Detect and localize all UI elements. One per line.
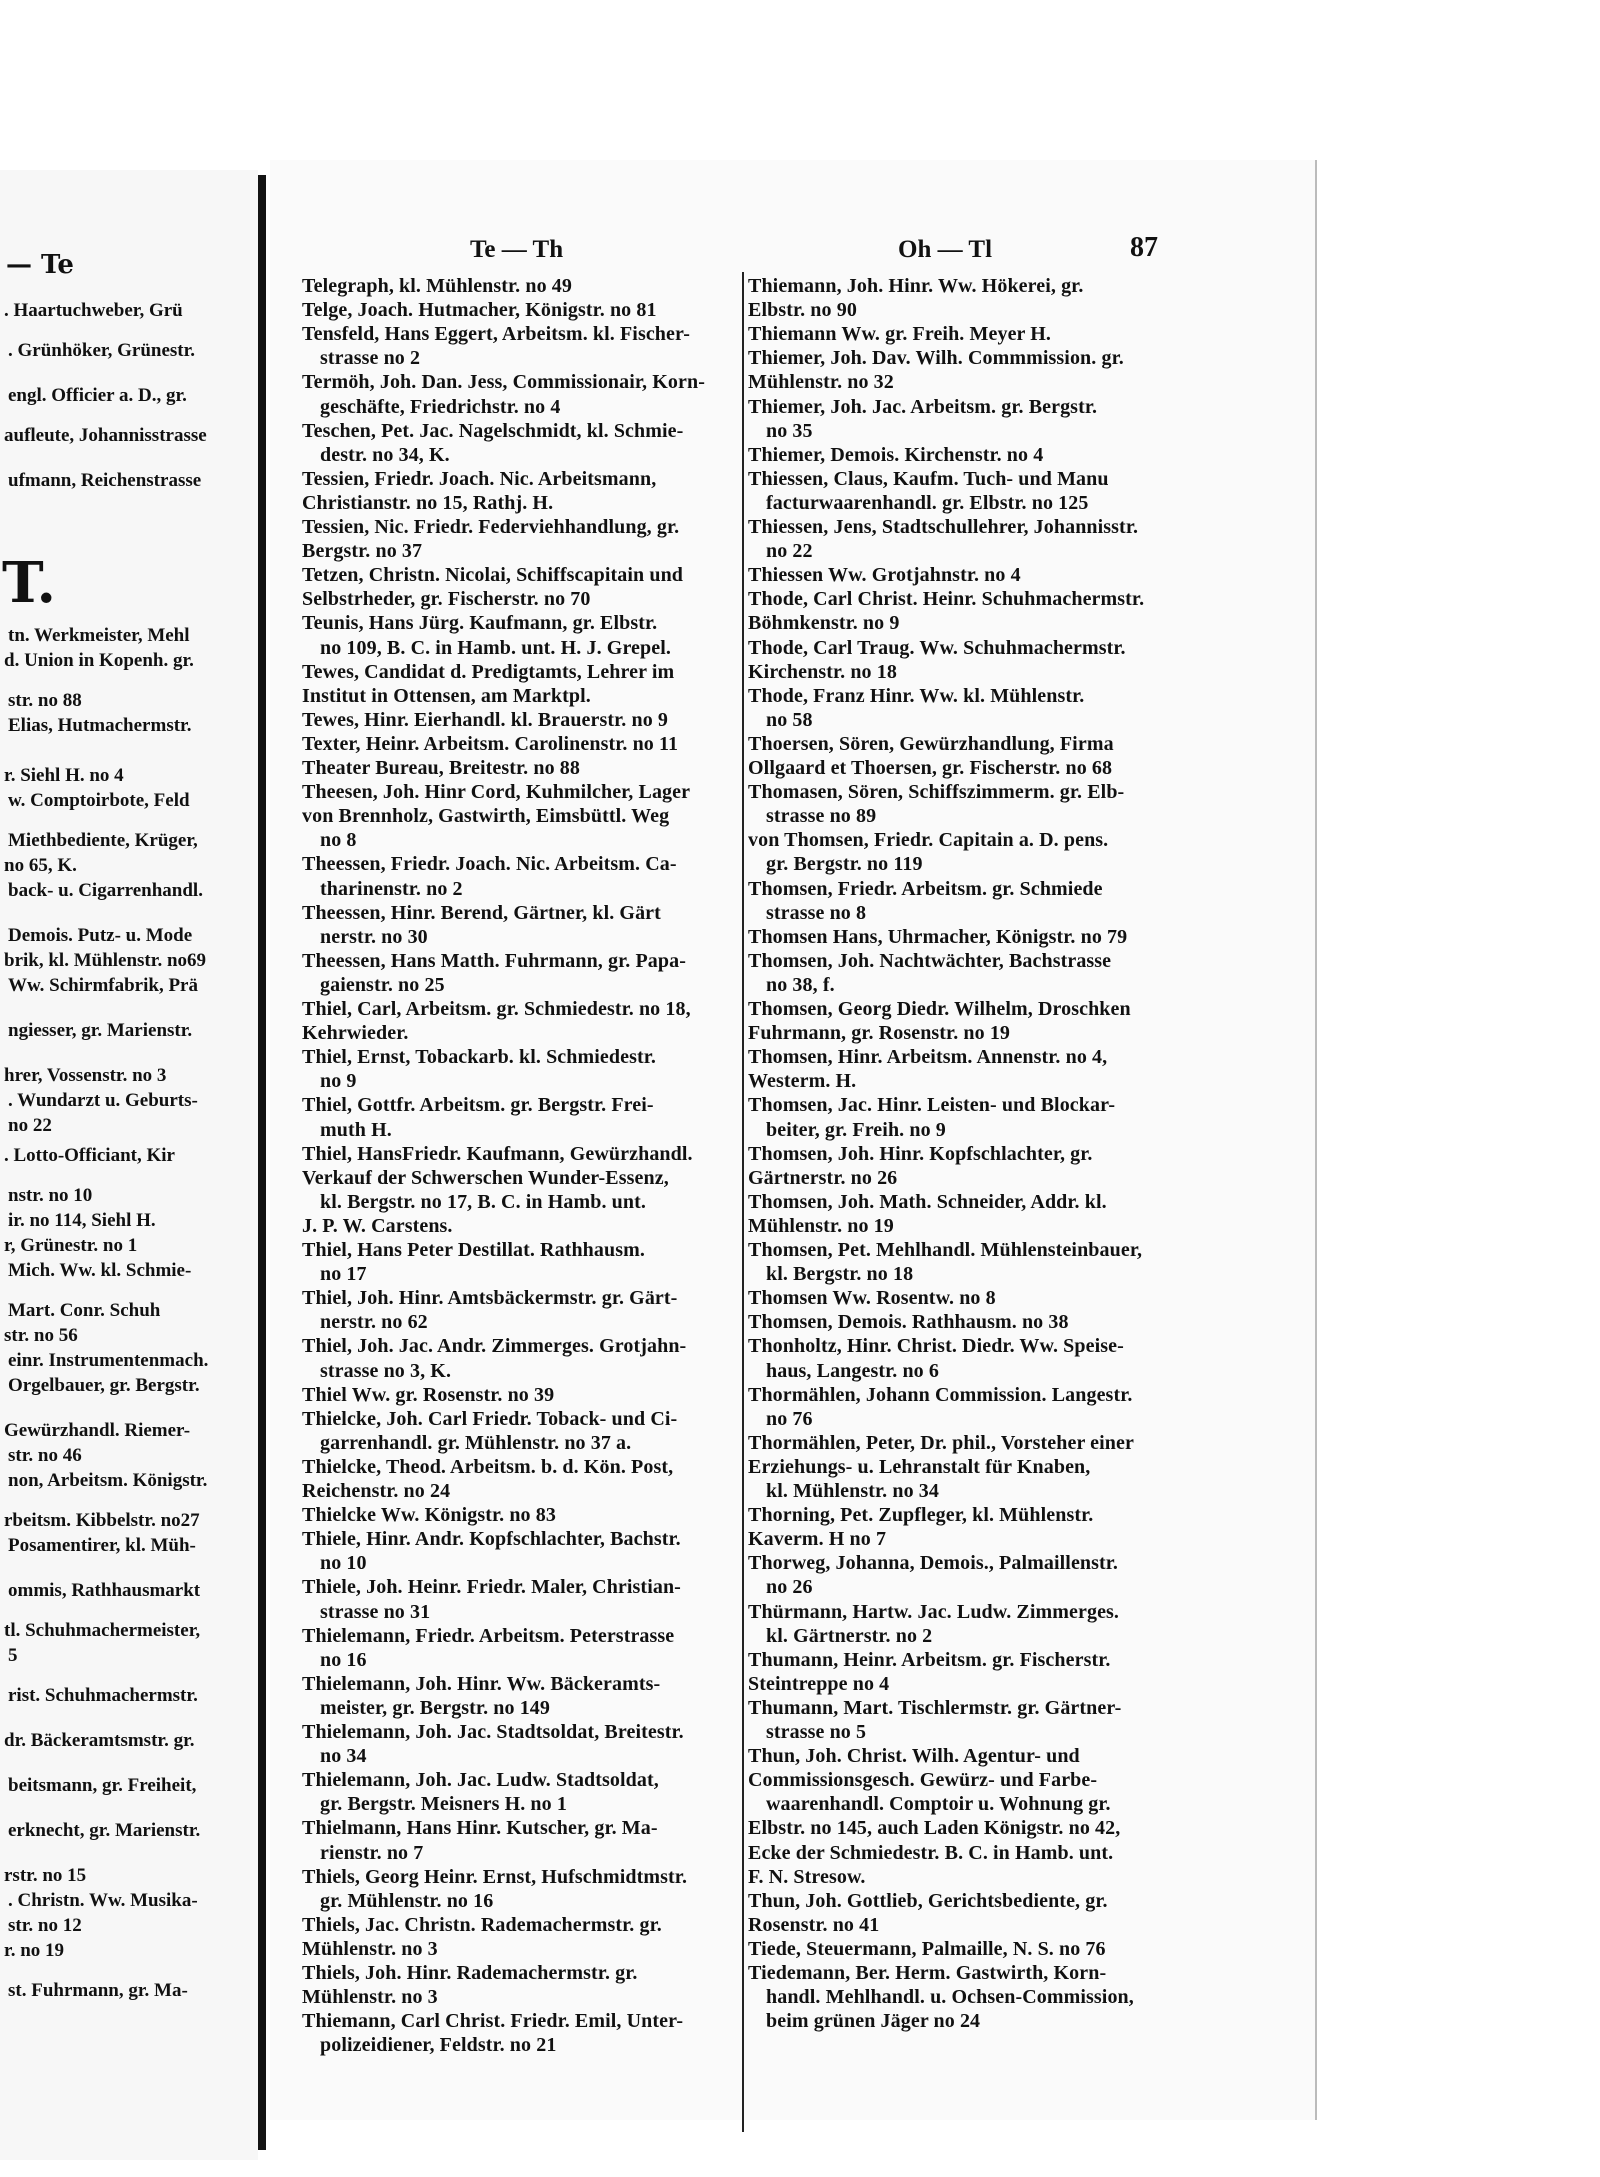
directory-line: no 76 <box>766 1407 813 1430</box>
left-page-line: engl. Officier a. D., gr. <box>8 385 187 406</box>
left-page-line: r. no 19 <box>4 1940 65 1961</box>
directory-line: Tewes, Hinr. Eierhandl. kl. Brauerstr. no 9 <box>302 708 669 731</box>
directory-line: Thielcke, Theod. Arbeitsm. b. d. Kön. Post, <box>302 1455 674 1478</box>
directory-line: Erziehungs- u. Lehranstalt für Knaben, <box>748 1455 1091 1478</box>
left-page-line: 5 <box>8 1645 18 1666</box>
left-page-line: beitsmann, gr. Freiheit, <box>8 1775 197 1796</box>
directory-line: garrenhandl. gr. Mühlenstr. no 37 a. <box>320 1431 632 1454</box>
left-page-line: non, Arbeitsm. Königstr. <box>8 1470 208 1491</box>
directory-line: Thiemann, Joh. Hinr. Ww. Hökerei, gr. <box>748 275 1084 297</box>
left-page <box>0 170 258 2160</box>
directory-line: Thiels, Georg Heinr. Ernst, Hufschmidtmstr. <box>302 1865 688 1888</box>
directory-line: Westerm. H. <box>748 1070 857 1093</box>
directory-line: Theesen, Joh. Hinr Cord, Kuhmilcher, Lager <box>302 781 691 804</box>
directory-line: muth H. <box>320 1118 392 1141</box>
directory-line: gr. Bergstr. no 119 <box>766 853 923 876</box>
left-page-line: erknecht, gr. Marienstr. <box>8 1820 201 1841</box>
directory-line: nerstr. no 30 <box>320 925 428 948</box>
directory-line: Thiels, Joh. Hinr. Rademachermstr. gr. <box>302 1962 638 1984</box>
directory-line: Steintreppe no 4 <box>748 1672 890 1695</box>
directory-line: Thomsen Ww. Rosentw. no 8 <box>748 1287 996 1310</box>
directory-line: Thiel, Ernst, Tobackarb. kl. Schmiedestr. <box>302 1046 656 1069</box>
directory-line: Theessen, Hans Matth. Fuhrmann, gr. Papa- <box>302 949 686 972</box>
left-page-line: ir. no 114, Siehl H. <box>8 1210 156 1231</box>
left-page-line: no 22 <box>8 1115 52 1136</box>
directory-line: Thielemann, Joh. Hinr. Ww. Bäckeramts- <box>302 1672 661 1695</box>
directory-column-left <box>302 275 738 2075</box>
directory-line: strasse no 5 <box>766 1721 867 1743</box>
directory-line: Institut in Ottensen, am Marktpl. <box>302 684 591 707</box>
directory-line: Theessen, Friedr. Joach. Nic. Arbeitsm. Ca- <box>302 853 677 876</box>
directory-line: no 9 <box>320 1070 357 1093</box>
directory-line: Mühlenstr. no 19 <box>748 1214 894 1237</box>
directory-line: no 17 <box>320 1263 367 1286</box>
directory-line: Telegraph, kl. Mühlenstr. no 49 <box>302 275 573 297</box>
left-page-line: . Grünhöker, Grünestr. <box>8 340 196 361</box>
directory-line: Thomsen, Joh. Nachtwächter, Bachstrasse <box>748 949 1112 972</box>
directory-line: Elbstr. no 90 <box>748 299 857 322</box>
directory-line: no 10 <box>320 1552 367 1575</box>
directory-line: strasse no 3, K. <box>320 1359 452 1382</box>
directory-line: Thode, Franz Hinr. Ww. kl. Mühlenstr. <box>748 684 1085 707</box>
left-page-line: aufleute, Johannisstrasse <box>4 425 207 446</box>
left-page-line: einr. Instrumentenmach. <box>8 1350 209 1371</box>
left-page-line: Posamentirer, kl. Müh- <box>8 1535 196 1556</box>
directory-line: Mühlenstr. no 3 <box>302 1937 438 1960</box>
directory-line: Thielemann, Joh. Jac. Stadtsoldat, Breitestr. <box>302 1721 684 1743</box>
directory-line: Thielemann, Friedr. Arbeitsm. Peterstrasse <box>302 1624 675 1647</box>
directory-line: geschäfte, Friedrichstr. no 4 <box>320 395 561 418</box>
directory-line: Commissionsgesch. Gewürz- und Farbe- <box>748 1769 1098 1792</box>
directory-line: Ollgaard et Thoersen, gr. Fischerstr. no 68 <box>748 757 1113 779</box>
directory-line: Texter, Heinr. Arbeitsm. Carolinenstr. no 11 <box>302 732 679 755</box>
directory-line: Thiemer, Joh. Jac. Arbeitsm. gr. Bergstr. <box>748 395 1098 418</box>
directory-line: Thomsen, Friedr. Arbeitsm. gr. Schmiede <box>748 877 1103 900</box>
directory-line: facturwaarenhandl. gr. Elbstr. no 125 <box>766 491 1089 514</box>
directory-line: Thürmann, Hartw. Jac. Ludw. Zimmerges. <box>748 1600 1120 1623</box>
directory-line: gr. Bergstr. Meisners H. no 1 <box>320 1793 567 1816</box>
left-page-line: rbeitsm. Kibbelstr. no27 <box>4 1510 200 1531</box>
directory-line: Thielcke, Joh. Carl Friedr. Toback- und Ci- <box>302 1407 678 1430</box>
left-page-line: Ww. Schirmfabrik, Prä <box>8 975 198 996</box>
left-page-line: str. no 88 <box>8 690 82 711</box>
left-page-line: d. Union in Kopenh. gr. <box>4 650 194 671</box>
directory-line: Thorweg, Johanna, Demois., Palmaillenstr. <box>748 1552 1119 1575</box>
left-page-line: r. Siehl H. no 4 <box>4 765 124 786</box>
left-page-line: w. Comptoirbote, Feld <box>8 790 190 811</box>
directory-line: Thiemann Ww. gr. Freih. Meyer H. <box>748 323 1052 346</box>
directory-line: Thiessen, Jens, Stadtschullehrer, Johannisstr. <box>748 516 1139 538</box>
directory-line: Thielemann, Joh. Jac. Ludw. Stadtsoldat, <box>302 1769 659 1792</box>
left-page-line: str. no 12 <box>8 1915 82 1936</box>
directory-line: Tensfeld, Hans Eggert, Arbeitsm. kl. Fischer- <box>302 323 691 346</box>
left-page-line: Demois. Putz- u. Mode <box>8 925 193 946</box>
directory-line: Thonholtz, Hinr. Christ. Diedr. Ww. Speise- <box>748 1335 1124 1358</box>
directory-line: von Thomsen, Friedr. Capitain a. D. pens. <box>748 829 1109 852</box>
left-page-line: rist. Schuhmachermstr. <box>8 1685 198 1706</box>
directory-line: no 22 <box>766 540 813 563</box>
directory-line: kl. Mühlenstr. no 34 <box>766 1480 939 1502</box>
directory-line: strasse no 31 <box>320 1600 431 1623</box>
left-page-header: — Te <box>6 250 74 280</box>
directory-line: Thomsen, Jac. Hinr. Leisten- und Blockar- <box>748 1094 1116 1117</box>
directory-line: haus, Langestr. no 6 <box>766 1359 939 1382</box>
directory-line: von Brennholz, Gastwirth, Eimsbüttl. Weg <box>302 805 670 828</box>
directory-line: Fuhrmann, gr. Rosenstr. no 19 <box>748 1022 1011 1045</box>
directory-line: destr. no 34, K. <box>320 443 450 466</box>
directory-line: Thiele, Hinr. Andr. Kopfschlachter, Bachstr. <box>302 1528 681 1551</box>
right-page <box>270 160 1317 2120</box>
directory-line: strasse no 89 <box>766 805 877 828</box>
left-page-line: st. Fuhrmann, gr. Ma- <box>8 1980 188 2001</box>
directory-line: Thomsen, Joh. Hinr. Kopfschlachter, gr. <box>748 1142 1093 1165</box>
left-page-line: Gewürzhandl. Riemer- <box>4 1420 191 1441</box>
left-page-line: ommis, Rathhausmarkt <box>8 1580 201 1601</box>
directory-line: beim grünen Jäger no 24 <box>766 2010 981 2033</box>
directory-line: nerstr. no 62 <box>320 1311 428 1334</box>
directory-line: Thormählen, Johann Commission. Langestr. <box>748 1383 1133 1406</box>
left-page-line: hrer, Vossenstr. no 3 <box>4 1065 167 1086</box>
directory-line: Tessien, Nic. Friedr. Federviehhandlung, gr. <box>302 516 680 538</box>
directory-line: Thiel Ww. gr. Rosenstr. no 39 <box>302 1383 555 1406</box>
directory-line: Thiemer, Demois. Kirchenstr. no 4 <box>748 443 1044 466</box>
directory-line: kl. Bergstr. no 18 <box>766 1263 914 1286</box>
directory-line: Kaverm. H no 7 <box>748 1528 887 1551</box>
directory-line: no 34 <box>320 1745 367 1768</box>
directory-line: Thomsen, Hinr. Arbeitsm. Annenstr. no 4, <box>748 1046 1108 1069</box>
directory-line: gaienstr. no 25 <box>320 973 445 996</box>
directory-line: Thomsen, Demois. Rathhausm. no 38 <box>748 1311 1069 1334</box>
directory-line: Tiedemann, Ber. Herm. Gastwirth, Korn- <box>748 1962 1107 1984</box>
left-page-line: . Haartuchweber, Grü <box>4 300 183 321</box>
directory-line: Thumann, Mart. Tischlermstr. gr. Gärtner- <box>748 1696 1122 1719</box>
left-page-line: . Lotto-Officiant, Kir <box>4 1145 175 1166</box>
directory-line: strasse no 2 <box>320 347 421 370</box>
directory-line: Thun, Joh. Christ. Wilh. Agentur- und <box>748 1745 1080 1768</box>
directory-line: meister, gr. Bergstr. no 149 <box>320 1696 550 1719</box>
directory-line: Teschen, Pet. Jac. Nagelschmidt, kl. Schmie- <box>302 419 684 442</box>
directory-line: no 26 <box>766 1576 813 1599</box>
directory-line: F. N. Stresow. <box>748 1865 866 1888</box>
directory-line: kl. Gärtnerstr. no 2 <box>766 1624 933 1647</box>
left-page-line: ufmann, Reichenstrasse <box>8 470 202 491</box>
directory-line: Thumann, Heinr. Arbeitsm. gr. Fischerstr. <box>748 1648 1111 1671</box>
directory-line: Kehrwieder. <box>302 1022 409 1045</box>
left-page-line: ngiesser, gr. Marienstr. <box>8 1020 193 1041</box>
directory-line: gr. Mühlenstr. no 16 <box>320 1889 494 1912</box>
directory-line: Böhmkenstr. no 9 <box>748 612 900 635</box>
directory-line: Selbstrheder, gr. Fischerstr. no 70 <box>302 588 591 611</box>
directory-line: Thomsen, Pet. Mehlhandl. Mühlensteinbauer, <box>748 1239 1143 1261</box>
directory-line: Thun, Joh. Gottlieb, Gerichtsbediente, gr. <box>748 1889 1108 1912</box>
directory-line: Thiels, Jac. Christn. Rademachermstr. gr. <box>302 1913 662 1936</box>
directory-line: Thomasen, Sören, Schiffszimmerm. gr. Elb- <box>748 781 1125 804</box>
directory-line: Thiemer, Joh. Dav. Wilh. Commmission. gr. <box>748 347 1124 370</box>
left-page-line: r, Grünestr. no 1 <box>4 1235 138 1256</box>
directory-line: no 58 <box>766 708 813 731</box>
header-left: Te — Th <box>470 236 564 263</box>
left-page-line: Orgelbauer, gr. Bergstr. <box>8 1375 200 1396</box>
section-letter: T. <box>2 550 56 616</box>
directory-line: Thiel, HansFriedr. Kaufmann, Gewürzhandl. <box>302 1142 693 1165</box>
left-page-line: back- u. Cigarrenhandl. <box>8 880 203 901</box>
directory-line: rienstr. no 7 <box>320 1841 424 1864</box>
directory-line: Thiele, Joh. Heinr. Friedr. Maler, Christian- <box>302 1576 681 1599</box>
left-page-line: str. no 46 <box>8 1445 82 1466</box>
left-page-line: tl. Schuhmachermeister, <box>4 1620 201 1641</box>
left-page-line: dr. Bäckeramtsmstr. gr. <box>4 1730 195 1751</box>
left-page-line: Elias, Hutmachermstr. <box>8 715 192 736</box>
directory-line: Thiel, Hans Peter Destillat. Rathhausm. <box>302 1239 645 1261</box>
directory-line: Thiessen, Claus, Kaufm. Tuch- und Manu <box>748 467 1109 490</box>
directory-line: waarenhandl. Comptoir u. Wohnung gr. <box>766 1793 1111 1816</box>
directory-line: Bergstr. no 37 <box>302 540 423 563</box>
directory-line: Rosenstr. no 41 <box>748 1913 880 1936</box>
directory-line: Tessien, Friedr. Joach. Nic. Arbeitsmann, <box>302 467 657 490</box>
directory-line: Tiede, Steuermann, Palmaille, N. S. no 76 <box>748 1937 1106 1960</box>
directory-line: Verkauf der Schwerschen Wunder-Essenz, <box>302 1166 669 1189</box>
directory-line: Thielmann, Hans Hinr. Kutscher, gr. Ma- <box>302 1817 658 1840</box>
page-number: 87 <box>1130 232 1158 263</box>
left-page-line: no 65, K. <box>4 855 77 876</box>
directory-line: Thiessen Ww. Grotjahnstr. no 4 <box>748 564 1021 587</box>
directory-line: Tetzen, Christn. Nicolai, Schiffscapitain und <box>302 564 684 587</box>
left-page-line: Mich. Ww. kl. Schmie- <box>8 1260 192 1281</box>
directory-line: Thode, Carl Traug. Ww. Schuhmachermstr. <box>748 636 1126 659</box>
directory-line: Thiel, Gottfr. Arbeitsm. gr. Bergstr. Frei- <box>302 1094 654 1117</box>
directory-line: strasse no 8 <box>766 901 867 924</box>
directory-line: Mühlenstr. no 32 <box>748 371 894 394</box>
header-right: Oh — Tl <box>898 236 993 263</box>
left-page-line: Miethbediente, Krüger, <box>8 830 198 851</box>
directory-line: no 109, B. C. in Hamb. unt. H. J. Grepel. <box>320 636 671 659</box>
directory-line: Thode, Carl Christ. Heinr. Schuhmachermstr. <box>748 588 1145 611</box>
left-page-line: nstr. no 10 <box>8 1185 93 1206</box>
directory-line: no 35 <box>766 419 813 442</box>
directory-line: Elbstr. no 145, auch Laden Königstr. no 42, <box>748 1817 1121 1840</box>
directory-line: kl. Bergstr. no 17, B. C. in Hamb. unt. <box>320 1190 646 1213</box>
directory-line: Thoersen, Sören, Gewürzhandlung, Firma <box>748 732 1114 755</box>
directory-line: Tewes, Candidat d. Predigtamts, Lehrer im <box>302 660 675 683</box>
directory-line: Telge, Joach. Hutmacher, Königstr. no 81 <box>302 299 657 322</box>
directory-line: Theessen, Hinr. Berend, Gärtner, kl. Gärt <box>302 901 661 924</box>
left-page-line: brik, kl. Mühlenstr. no69 <box>4 950 207 971</box>
directory-line: Teunis, Hans Jürg. Kaufmann, gr. Elbstr. <box>302 612 658 635</box>
directory-line: handl. Mehlhandl. u. Ochsen-Commission, <box>766 1986 1134 2009</box>
directory-line: Termöh, Joh. Dan. Jess, Commissionair, Korn- <box>302 371 705 394</box>
left-page-line: str. no 56 <box>4 1325 78 1346</box>
left-page-line: . Wundarzt u. Geburts- <box>8 1090 198 1111</box>
directory-line: Thiel, Joh. Hinr. Amtsbäckermstr. gr. Gärt- <box>302 1287 678 1310</box>
left-page-line: . Christn. Ww. Musika- <box>8 1890 198 1911</box>
directory-line: Thomsen, Georg Diedr. Wilhelm, Droschken <box>748 998 1131 1020</box>
directory-line: Ecke der Schmiedestr. B. C. in Hamb. unt. <box>748 1841 1114 1864</box>
directory-line: no 16 <box>320 1648 367 1671</box>
directory-line: Theater Bureau, Breitestr. no 88 <box>302 757 581 779</box>
directory-line: Christianstr. no 15, Rathj. H. <box>302 491 554 514</box>
directory-line: Thomsen, Joh. Math. Schneider, Addr. kl. <box>748 1190 1107 1213</box>
directory-line: Mühlenstr. no 3 <box>302 1986 438 2009</box>
directory-line: Thomsen Hans, Uhrmacher, Königstr. no 79 <box>748 925 1128 948</box>
directory-line: Reichenstr. no 24 <box>302 1480 451 1502</box>
directory-line: no 38, f. <box>766 973 835 996</box>
directory-line: Gärtnerstr. no 26 <box>748 1166 898 1189</box>
directory-line: polizeidiener, Feldstr. no 21 <box>320 2034 557 2057</box>
left-page-line: rstr. no 15 <box>4 1865 87 1886</box>
directory-line: Thormählen, Peter, Dr. phil., Vorsteher einer <box>748 1431 1134 1454</box>
column-rule <box>742 272 744 2132</box>
directory-line: Thielcke Ww. Königstr. no 83 <box>302 1504 556 1527</box>
directory-line: Thiemann, Carl Christ. Friedr. Emil, Unter- <box>302 2010 684 2033</box>
directory-line: Thorning, Pet. Zupfleger, kl. Mühlenstr. <box>748 1504 1094 1527</box>
left-page-line: tn. Werkmeister, Mehl <box>8 625 190 646</box>
directory-line: Thiel, Joh. Jac. Andr. Zimmerges. Grotjahn- <box>302 1335 687 1358</box>
directory-line: tharinenstr. no 2 <box>320 877 463 900</box>
directory-column-right <box>748 275 1188 2075</box>
directory-line: no 8 <box>320 829 357 852</box>
directory-line: Kirchenstr. no 18 <box>748 660 897 683</box>
left-page-line: Mart. Conr. Schuh <box>8 1300 161 1321</box>
directory-line: beiter, gr. Freih. no 9 <box>766 1118 946 1141</box>
directory-line: Thiel, Carl, Arbeitsm. gr. Schmiedestr. no 18, <box>302 998 691 1020</box>
directory-line: J. P. W. Carstens. <box>302 1214 453 1237</box>
